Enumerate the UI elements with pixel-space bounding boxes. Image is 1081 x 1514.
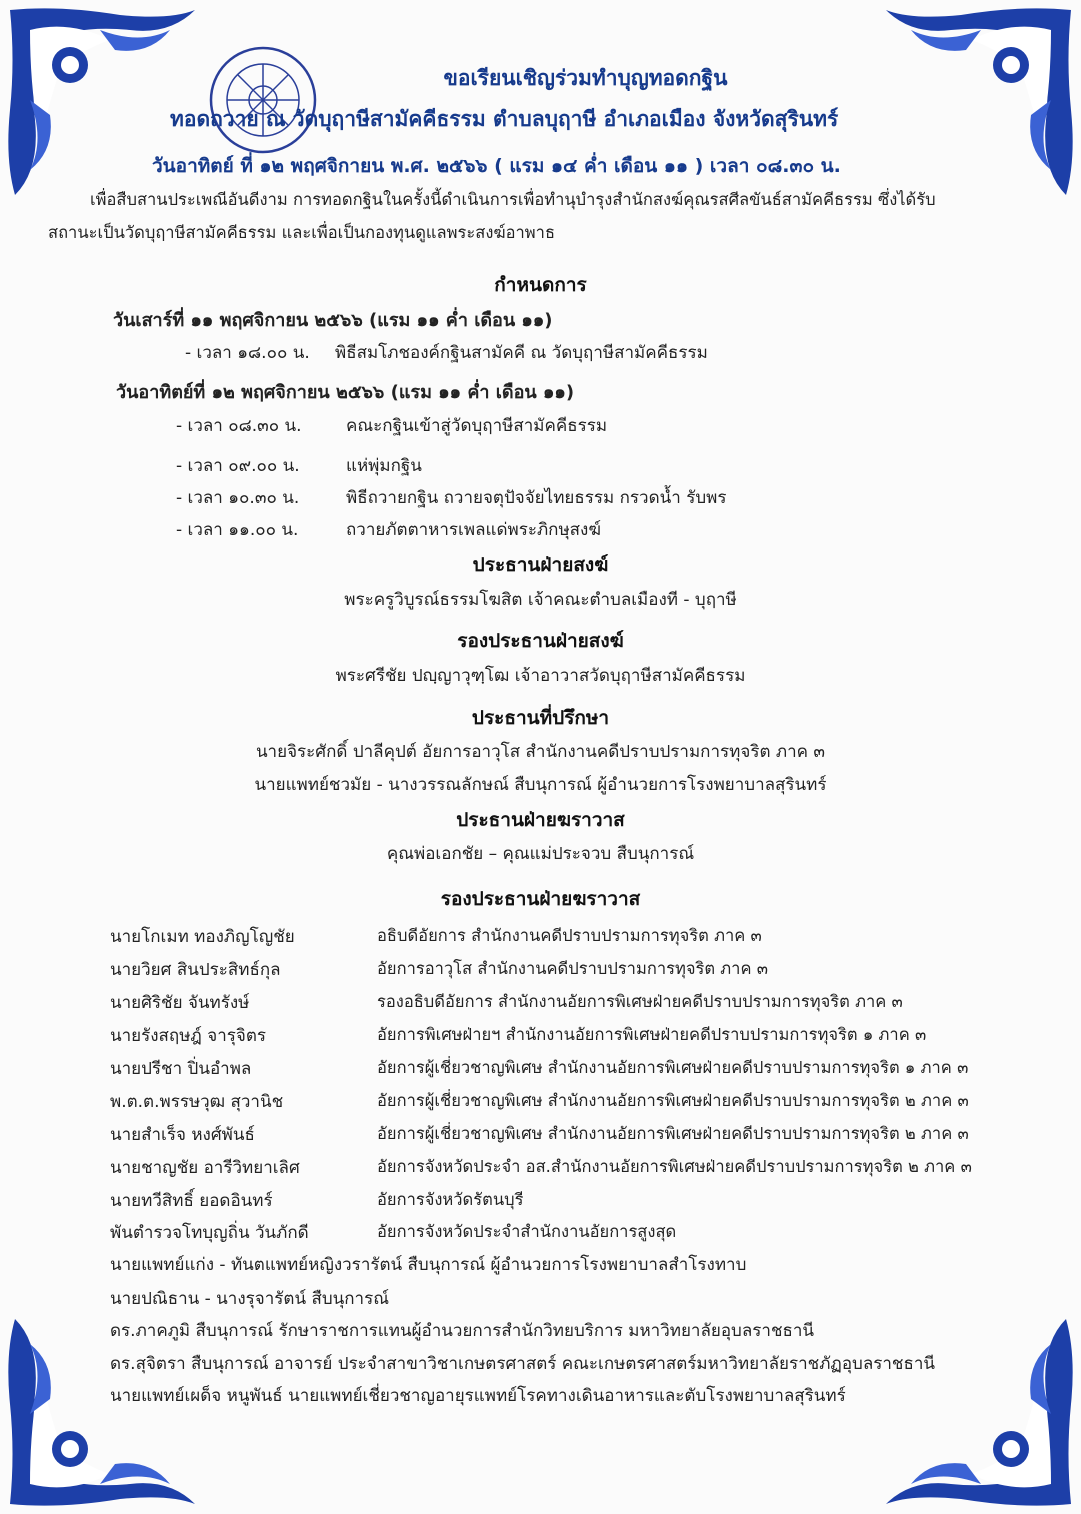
committee-name: นายศิริชัย จันทรังษ์: [110, 993, 250, 1013]
corner-ornament-bottom-left: [0, 1314, 200, 1514]
advisor-line1: นายจิระศักดิ์ ปาลีคุปต์ อัยการอาวุโส สำนักงานคดีปราบปรามการทุจริต ภาค ๓: [255, 742, 826, 762]
committee-position: อัยการผู้เชี่ยวชาญพิเศษ สำนักงานอัยการพิเศษฝ่ายคดีปราบปรามการทุจริต ๒ ภาค ๓: [377, 1124, 969, 1143]
advisor-line2: นายแพทย์ชวมัย - นางวรรณลักษณ์ สืบนุการณ์ ผู้อำนวยการโรงพยาบาลสุรินทร์: [254, 775, 827, 795]
title-venue: ทอดถวาย ณ วัดบุฤาษีสามัคคีธรรม ตำบลบุฤาษี อำเภอเมือง จังหวัดสุรินทร์: [170, 107, 839, 131]
schedule-text: ถวายภัตตาหารเพลแด่พระภิกษุสงฆ์: [346, 520, 601, 540]
title-invitation: ขอเรียนเชิญร่วมทำบุญทอดกฐิน: [443, 66, 728, 90]
committee-position: อัยการจังหวัดประจำสำนักงานอัยการสูงสุด: [377, 1222, 677, 1241]
schedule-time: - เวลา ๑๘.๐๐ น.: [185, 343, 310, 363]
committee-full-line: ดร.สุจิตรา สืบนุการณ์ อาจารย์ ประจำสาขาวิชาเกษตรศาสตร์ คณะเกษตรศาสตร์มหาวิทยาลัยราชภัฏอุบลราชธานี: [110, 1354, 936, 1374]
monk-chair-name: พระครูวิบูรณ์ธรรมโฆสิต เจ้าคณะตำบลเมืองที - บุฤาษี: [344, 590, 737, 610]
committee-name: นายวิยศ สินประสิทธ์กุล: [110, 960, 281, 980]
committee-name: นายสำเร็จ หงศ์พันธ์: [110, 1125, 255, 1145]
committee-position: อัยการผู้เชี่ยวชาญพิเศษ สำนักงานอัยการพิเศษฝ่ายคดีปราบปรามการทุจริต ๑ ภาค ๓: [377, 1058, 969, 1077]
schedule-item: [176, 484, 726, 511]
lay-vice-heading: รองประธานฝ่ายฆราวาส: [440, 888, 641, 910]
intro-paragraph-line2: สถานะเป็นวัดบุฤาษีสามัคคีธรรม และเพื่อเป็นกองทุนดูแลพระสงฆ์อาพาธ: [48, 223, 556, 242]
committee-name: นายทวีสิทธิ์ ยอดอินทร์: [110, 1191, 273, 1211]
schedule-time: - เวลา ๑๑.๐๐ น.: [176, 520, 299, 540]
schedule-item: [185, 339, 708, 366]
committee-name: นายปรีชา ปิ่นอำพล: [110, 1059, 252, 1079]
committee-position: อัยการอาวุโส สำนักงานคดีปราบปรามการทุจริต ภาค ๓: [377, 959, 769, 978]
committee-position: อัยการพิเศษฝ่ายฯ สำนักงานอัยการพิเศษฝ่ายคดีปราบปรามการทุจริต ๑ ภาค ๓: [377, 1025, 927, 1044]
schedule-day1-label: วันเสาร์ที่ ๑๑ พฤศจิกายน ๒๕๖๖ (แรม ๑๑ ค่ำ เดือน ๑๑): [113, 310, 553, 331]
schedule-item: [176, 412, 607, 439]
committee-position: อัยการจังหวัดรัตนบุรี: [377, 1190, 524, 1209]
committee-name: พันตำรวจโทบุญถิ่น วันภักดี: [110, 1223, 309, 1243]
temple-seal-stamp: [207, 44, 319, 156]
committee-full-line: นายแพทย์แก่ง - ทันตแพทย์หญิงวรารัตน์ สืบนุการณ์ ผู้อำนวยการโรงพยาบาลสำโรงทาบ: [110, 1255, 747, 1275]
corner-ornament-top-right: [881, 0, 1081, 200]
lay-chair-name: คุณพ่อเอกชัย – คุณแม่ประจวบ สืบนุการณ์: [386, 844, 695, 864]
committee-name: พ.ต.ต.พรรษวุฒ สุวานิช: [110, 1092, 284, 1112]
schedule-text: แห่พุ่มกฐิน: [346, 456, 422, 476]
schedule-text: พิธีสมโภชองค์กฐินสามัคคี ณ วัดบุฤาษีสามัคคีธรรม: [335, 343, 708, 363]
committee-position: อัยการผู้เชี่ยวชาญพิเศษ สำนักงานอัยการพิเศษฝ่ายคดีปราบปรามการทุจริต ๒ ภาค ๓: [377, 1091, 969, 1110]
monk-chair-heading: ประธานฝ่ายสงฆ์: [472, 554, 609, 576]
schedule-time: - เวลา ๐๙.๐๐ น.: [176, 456, 300, 476]
schedule-item: [176, 516, 601, 543]
monk-vice-name: พระศรีชัย ปญฺญาวุฑฺโฒ เจ้าอาวาสวัดบุฤาษีสามัคคีธรรม: [335, 666, 746, 686]
schedule-text: พิธีถวายกฐิน ถวายจตุปัจจัยไทยธรรม กรวดน้ำ รับพร: [346, 488, 727, 508]
title-date: วันอาทิตย์ ที่ ๑๒ พฤศจิกายน พ.ศ. ๒๕๖๖ ( แรม ๑๔ ค่ำ เดือน ๑๑ ) เวลา ๐๘.๓๐ น.: [152, 155, 841, 177]
committee-position: อธิบดีอัยการ สำนักงานคดีปราบปรามการทุจริต ภาค ๓: [377, 926, 762, 945]
schedule-text: คณะกฐินเข้าสู่วัดบุฤาษีสามัคคีธรรม: [346, 416, 608, 436]
committee-position: รองอธิบดีอัยการ สำนักงานอัยการพิเศษฝ่ายคดีปราบปรามการทุจริต ภาค ๓: [377, 992, 903, 1011]
committee-full-line: นายปณิธาน - นางรุจารัตน์ สืบนุการณ์: [110, 1289, 390, 1309]
intro-paragraph-line1: เพื่อสืบสานประเพณีอันดีงาม การทอดกฐินในครั้งนี้ดำเนินการเพื่อทำนุบำรุงสำนักสงฆ์คุณรสศีลขันธ์สามัคคีธรรม ซึ่งได้รับ: [90, 190, 936, 209]
committee-name: นายโกเมท ทองภิญโญชัย: [110, 927, 295, 947]
schedule-time: - เวลา ๐๘.๓๐ น.: [176, 416, 302, 436]
committee-name: นายชาญชัย อารีวิทยาเลิศ: [110, 1158, 300, 1178]
committee-position: อัยการจังหวัดประจำ อส.สำนักงานอัยการพิเศษฝ่ายคดีปราบปรามการทุจริต ๒ ภาค ๓: [377, 1157, 972, 1176]
committee-full-line: นายแพทย์เผด็จ หนูพันธ์ นายแพทย์เชี่ยวชาญอายุรแพทย์โรคทางเดินอาหารและตับโรงพยาบาลสุรินทร์: [110, 1386, 846, 1406]
schedule-heading: กำหนดการ: [494, 274, 587, 296]
committee-full-line: ดร.ภาคภูมิ สืบนุการณ์ รักษาราชการแทนผู้อำนวยการสำนักวิทยบริการ มหาวิทยาลัยอุบลราชธานี: [110, 1321, 815, 1341]
corner-ornament-bottom-right: [881, 1314, 1081, 1514]
monk-vice-heading: รองประธานฝ่ายสงฆ์: [457, 630, 624, 652]
advisor-heading: ประธานที่ปรึกษา: [471, 707, 610, 729]
lay-chair-heading: ประธานฝ่ายฆราวาส: [456, 809, 625, 831]
schedule-day2-label: วันอาทิตย์ที่ ๑๒ พฤศจิกายน ๒๕๖๖ (แรม ๑๑ ค่ำ เดือน ๑๑): [116, 382, 575, 403]
schedule-item: [176, 452, 422, 479]
committee-name: นายรังสฤษฎ์ จารุจิตร: [110, 1026, 267, 1046]
schedule-time: - เวลา ๑๐.๓๐ น.: [176, 488, 300, 508]
